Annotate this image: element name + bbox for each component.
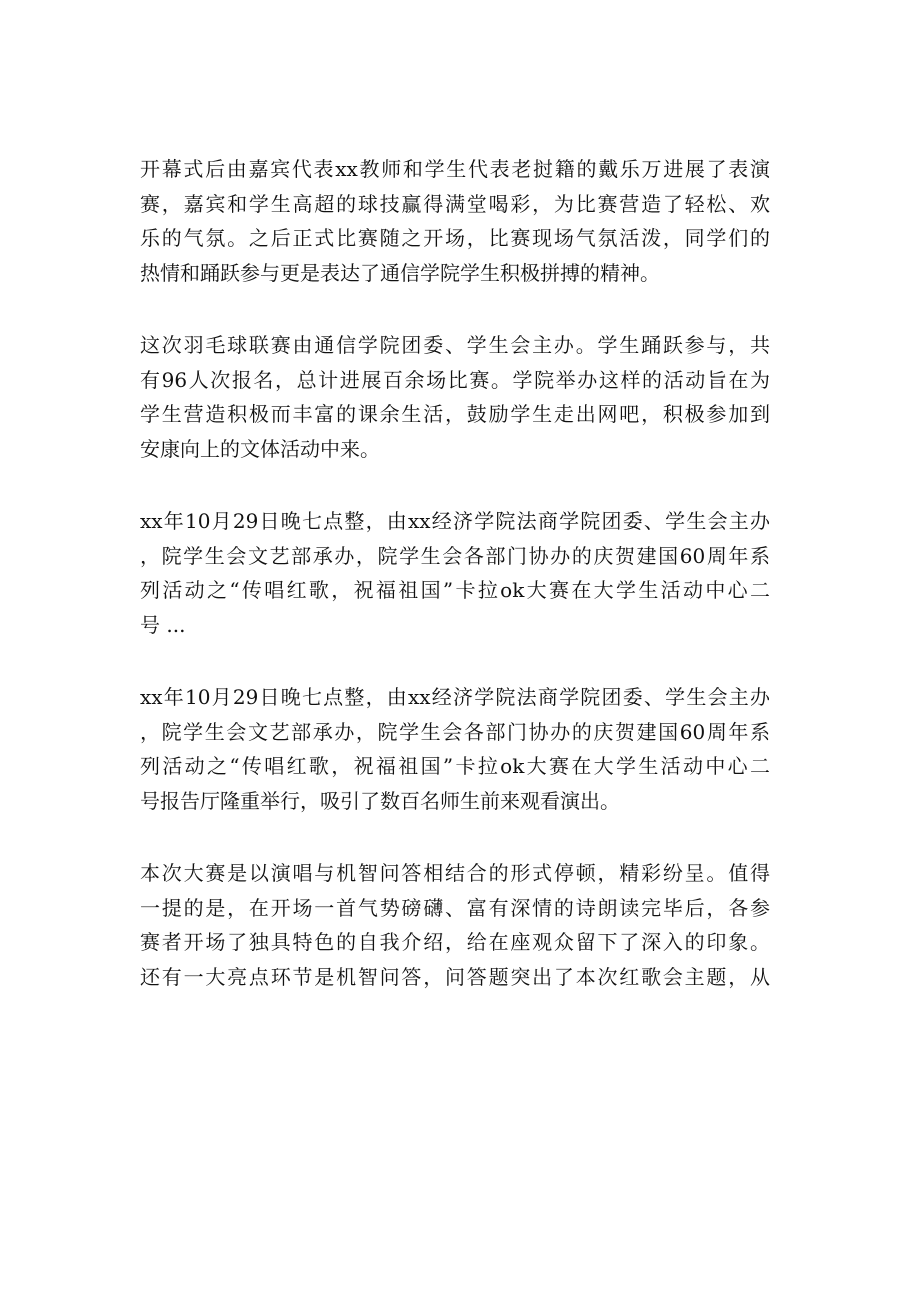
paragraph-karaoke-excerpt bbox=[140, 504, 770, 642]
text-line: xx年10月29日晚七点整，由xx经济学院法商学院团委、学生会主办 bbox=[140, 685, 770, 709]
paragraph-badminton-league bbox=[140, 328, 770, 466]
text-line: 列活动之“传唱红歌，祝福祖国”卡拉ok大赛在大学生活动中心二 bbox=[140, 754, 770, 778]
text-line: 这次羽毛球联赛由通信学院团委、学生会主办。学生踊跃参与，共 bbox=[140, 333, 770, 357]
paragraph-competition-format bbox=[140, 856, 770, 994]
text-line: 乐的气氛。之后正式比赛随之开场，比赛现场气氛活泼，同学们的 bbox=[140, 226, 770, 250]
text-line: 还有一大亮点环节是机智问答，问答题突出了本次红歌会主题，从 bbox=[140, 964, 770, 989]
text-line: 开幕式后由嘉宾代表xx教师和学生代表老挝籍的戴乐万进展了表演 bbox=[140, 157, 770, 181]
text-line: 学生营造积极而丰富的课余生活，鼓励学生走出网吧，积极参加到 bbox=[140, 402, 770, 426]
paragraph-karaoke-full bbox=[140, 680, 770, 818]
text-line: 有96人次报名，总计进展百余场比赛。学院举办这样的活动旨在为 bbox=[140, 367, 770, 392]
text-line: 安康向上的文体活动中来。 bbox=[140, 436, 380, 461]
text-line: 号 ... bbox=[140, 612, 186, 637]
text-line: ，院学生会文艺部承办，院学生会各部门协办的庆贺建国60周年系 bbox=[140, 543, 770, 568]
document-body bbox=[140, 152, 770, 994]
text-line: xx年10月29日晚七点整，由xx经济学院法商学院团委、学生会主办 bbox=[140, 509, 770, 533]
paragraph-opening-ceremony bbox=[140, 152, 770, 290]
text-line: ，院学生会文艺部承办，院学生会各部门协办的庆贺建国60周年系 bbox=[140, 719, 770, 744]
text-line: 赛，嘉宾和学生高超的球技赢得满堂喝彩，为比赛营造了轻松、欢 bbox=[140, 191, 770, 216]
text-line: 赛者开场了独具特色的自我介绍，给在座观众留下了深入的印象。 bbox=[140, 930, 770, 954]
text-line: 热情和踊跃参与更是表达了通信学院学生积极拼搏的精神。 bbox=[140, 260, 660, 285]
text-line: 一提的是，在开场一首气势磅礴、富有深情的诗朗读完毕后，各参 bbox=[140, 895, 770, 920]
text-line: 号报告厅隆重举行，吸引了数百名师生前来观看演出。 bbox=[140, 788, 620, 813]
text-line: 本次大赛是以演唱与机智问答相结合的形式停顿，精彩纷呈。值得 bbox=[140, 861, 770, 885]
text-line: 列活动之“传唱红歌，祝福祖国”卡拉ok大赛在大学生活动中心二 bbox=[140, 578, 770, 602]
